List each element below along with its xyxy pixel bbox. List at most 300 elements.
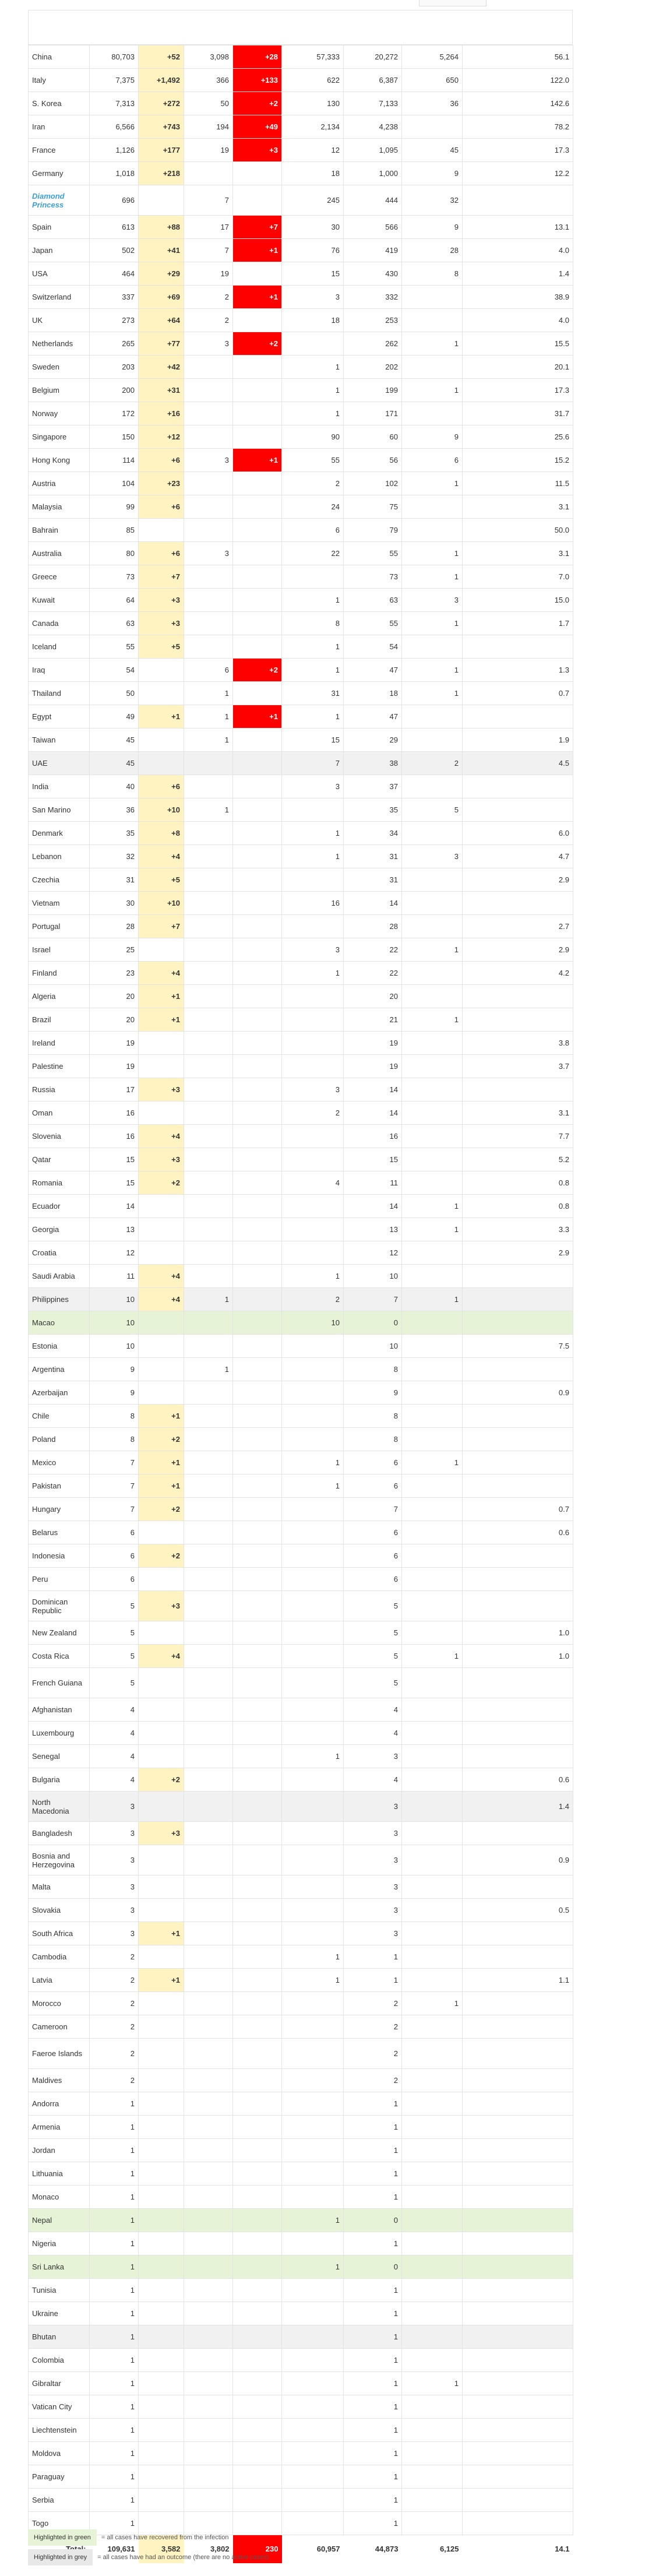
new-deaths-cell	[233, 775, 282, 798]
total-cases-cell: 203	[90, 356, 139, 379]
table-row	[29, 1668, 573, 1698]
serious-critical-cell	[402, 356, 463, 379]
total-deaths-cell	[184, 356, 233, 379]
active-cases-cell: 37	[344, 775, 402, 798]
serious-critical-cell	[402, 1822, 463, 1845]
active-cases-cell: 202	[344, 356, 402, 379]
country-name: Germany	[29, 162, 90, 185]
table-row	[29, 1195, 573, 1218]
table-row	[29, 472, 573, 495]
cases-per-million-cell	[463, 185, 573, 216]
active-cases-cell: 1	[344, 1969, 402, 1992]
total-cases-cell: 1	[90, 2395, 139, 2419]
total-recovered-cell: 10	[282, 1311, 344, 1335]
country-name: Faeroe Islands	[29, 2039, 90, 2069]
country-name: Azerbaijan	[29, 1381, 90, 1405]
country-name: San Marino	[29, 798, 90, 822]
table-row	[29, 2325, 573, 2349]
total-deaths-cell	[184, 2372, 233, 2395]
total-deaths-cell	[184, 1945, 233, 1969]
new-deaths-cell	[233, 1544, 282, 1568]
serious-critical-cell	[402, 1102, 463, 1125]
new-deaths-cell: +7	[233, 216, 282, 239]
total-deaths-cell	[184, 2162, 233, 2186]
new-deaths-cell	[233, 1381, 282, 1405]
new-deaths-cell	[233, 2372, 282, 2395]
total-deaths-cell	[184, 2395, 233, 2419]
cases-per-million-cell	[463, 1078, 573, 1102]
new-deaths-cell	[233, 892, 282, 915]
table-row	[29, 1265, 573, 1288]
serious-critical-cell: 1	[402, 938, 463, 962]
serious-critical-cell: 650	[402, 69, 463, 92]
new-deaths-cell	[233, 1621, 282, 1645]
total-cases-cell: 1	[90, 2349, 139, 2372]
new-deaths-cell	[233, 1311, 282, 1335]
active-cases-cell: 29	[344, 729, 402, 752]
active-cases-cell: 4	[344, 1698, 402, 1722]
total-cases-cell: 8	[90, 1405, 139, 1428]
country-name: New Zealand	[29, 1621, 90, 1645]
total-deaths-cell	[184, 1544, 233, 1568]
active-cases-cell: 5	[344, 1591, 402, 1621]
serious-critical-cell	[402, 1621, 463, 1645]
new-deaths-cell	[233, 379, 282, 402]
cases-per-million-cell	[463, 2442, 573, 2465]
active-cases-cell: 262	[344, 332, 402, 356]
cases-table	[28, 45, 573, 2563]
total-recovered-cell: 7	[282, 752, 344, 775]
new-deaths-cell	[233, 356, 282, 379]
total-recovered-cell	[282, 2442, 344, 2465]
total-cases-cell: 7,313	[90, 92, 139, 115]
new-cases-cell: +5	[139, 635, 184, 659]
new-deaths-cell	[233, 1845, 282, 1875]
cases-per-million-cell: 15.5	[463, 332, 573, 356]
cases-per-million-cell: 1.4	[463, 262, 573, 286]
total-deaths-cell: 1	[184, 798, 233, 822]
total-recovered-cell: 130	[282, 92, 344, 115]
country-name: Jordan	[29, 2139, 90, 2162]
country-name: Taiwan	[29, 729, 90, 752]
country-name: Czechia	[29, 868, 90, 892]
new-cases-cell: +52	[139, 45, 184, 69]
total-recovered-cell	[282, 2419, 344, 2442]
cases-per-million-cell: 0.7	[463, 1498, 573, 1521]
cases-per-million-cell: 6.0	[463, 822, 573, 845]
new-deaths-cell	[233, 1992, 282, 2015]
total-deaths-cell	[184, 425, 233, 449]
total-cases-cell: 10	[90, 1335, 139, 1358]
new-deaths-cell	[233, 1498, 282, 1521]
table-row	[29, 92, 573, 115]
cases-per-million-cell	[463, 2232, 573, 2255]
total-cases-cell: 80	[90, 542, 139, 565]
new-cases-cell	[139, 1992, 184, 2015]
cases-per-million-cell: 0.9	[463, 1845, 573, 1875]
table-row	[29, 425, 573, 449]
new-deaths-cell	[233, 1335, 282, 1358]
serious-critical-cell	[402, 1498, 463, 1521]
active-cases-cell: 419	[344, 239, 402, 262]
table-row	[29, 519, 573, 542]
new-deaths-cell	[233, 2419, 282, 2442]
new-deaths-cell	[233, 2139, 282, 2162]
total-cases-cell: 1	[90, 2209, 139, 2232]
new-deaths-cell	[233, 1521, 282, 1544]
new-deaths-cell	[233, 589, 282, 612]
country-name: Liechtenstein	[29, 2419, 90, 2442]
serious-critical-cell: 5,264	[402, 45, 463, 69]
total-recovered-cell	[282, 1568, 344, 1591]
new-cases-cell: +2	[139, 1768, 184, 1792]
cases-per-million-cell: 78.2	[463, 115, 573, 139]
active-cases-cell: 5	[344, 1645, 402, 1668]
cases-per-million-cell	[463, 2015, 573, 2039]
total-recovered-cell: 57,333	[282, 45, 344, 69]
serious-critical-cell	[402, 775, 463, 798]
country-name: Afghanistan	[29, 1698, 90, 1722]
total-recovered-cell	[282, 1698, 344, 1722]
total-deaths-cell	[184, 2116, 233, 2139]
total-deaths-cell	[184, 1055, 233, 1078]
cases-per-million-cell	[463, 1822, 573, 1845]
country-name: Spain	[29, 216, 90, 239]
total-deaths: 3,802	[184, 2535, 233, 2563]
country-name: Austria	[29, 472, 90, 495]
active-cases-cell: 4,238	[344, 115, 402, 139]
cases-per-million-cell: 2.9	[463, 938, 573, 962]
table-row	[29, 1645, 573, 1668]
total-recovered-cell: 12	[282, 139, 344, 162]
new-deaths-cell	[233, 1218, 282, 1241]
table-row	[29, 705, 573, 729]
total-cases-cell: 200	[90, 379, 139, 402]
table-row	[29, 1875, 573, 1899]
total-deaths-cell	[184, 1171, 233, 1195]
active-cases-cell: 73	[344, 565, 402, 589]
country-name: Monaco	[29, 2186, 90, 2209]
serious-critical-cell	[402, 1358, 463, 1381]
table-row	[29, 1311, 573, 1335]
total-cases-cell: 273	[90, 309, 139, 332]
active-cases-cell: 5	[344, 1668, 402, 1698]
total-deaths-cell	[184, 2186, 233, 2209]
cases-per-million-cell: 4.0	[463, 309, 573, 332]
total-recovered-cell	[282, 565, 344, 589]
serious-critical-cell: 1	[402, 1645, 463, 1668]
legend-grey-swatch: Highlighted in grey	[28, 2549, 93, 2566]
cases-per-million-cell	[463, 2489, 573, 2512]
serious-critical-cell	[402, 2015, 463, 2039]
total-cases-cell: 2	[90, 1945, 139, 1969]
total-cases-cell: 12	[90, 1241, 139, 1265]
total-deaths-cell	[184, 495, 233, 519]
total-cases-cell: 8	[90, 1428, 139, 1451]
cases-per-million-cell	[463, 775, 573, 798]
total-deaths-cell: 19	[184, 262, 233, 286]
new-deaths-cell	[233, 162, 282, 185]
country-name: Ukraine	[29, 2302, 90, 2325]
active-cases-cell: 79	[344, 519, 402, 542]
active-cases-cell: 4	[344, 1768, 402, 1792]
active-cases-cell: 253	[344, 309, 402, 332]
total-cases-cell: 3	[90, 1875, 139, 1899]
total-recovered-cell: 1	[282, 379, 344, 402]
total-cases-cell: 3	[90, 1922, 139, 1945]
total-cases-cell: 6	[90, 1544, 139, 1568]
total-recovered-cell: 1	[282, 1265, 344, 1288]
total-deaths-cell	[184, 1992, 233, 2015]
country-name: Latvia	[29, 1969, 90, 1992]
new-deaths-cell	[233, 1969, 282, 1992]
new-deaths-cell	[233, 2015, 282, 2039]
new-cases-cell: +6	[139, 542, 184, 565]
total-active: 44,873	[344, 2535, 402, 2563]
new-deaths-cell	[233, 2489, 282, 2512]
total-recovered-cell	[282, 868, 344, 892]
new-cases-cell	[139, 1055, 184, 1078]
table-row	[29, 2302, 573, 2325]
total-cases-cell: 45	[90, 729, 139, 752]
total-recovered-cell	[282, 1008, 344, 1032]
serious-critical-cell	[402, 2325, 463, 2349]
cases-per-million-cell: 15.2	[463, 449, 573, 472]
country-name: Qatar	[29, 1148, 90, 1171]
total-recovered-cell	[282, 2489, 344, 2512]
table-row	[29, 1768, 573, 1792]
active-cases-cell: 2	[344, 2015, 402, 2039]
country-name: Nepal	[29, 2209, 90, 2232]
new-deaths-cell	[233, 1722, 282, 1745]
new-cases-cell	[139, 2209, 184, 2232]
table-row	[29, 1474, 573, 1498]
table-row	[29, 356, 573, 379]
active-cases-cell: 171	[344, 402, 402, 425]
serious-critical-cell	[402, 2092, 463, 2116]
serious-critical-cell	[402, 729, 463, 752]
total-cases-cell: 16	[90, 1102, 139, 1125]
new-deaths-cell: +1	[233, 705, 282, 729]
new-deaths-cell	[233, 1078, 282, 1102]
total-cases-cell: 20	[90, 985, 139, 1008]
cases-per-million-cell	[463, 1945, 573, 1969]
total-deaths-cell	[184, 1668, 233, 1698]
active-cases-cell: 430	[344, 262, 402, 286]
serious-critical-cell	[402, 1474, 463, 1498]
active-cases-cell: 102	[344, 472, 402, 495]
total-recovered-cell	[282, 1668, 344, 1698]
new-cases-cell	[139, 1521, 184, 1544]
new-deaths-cell	[233, 262, 282, 286]
serious-critical-cell	[402, 402, 463, 425]
new-cases-cell: +42	[139, 356, 184, 379]
table-row	[29, 2116, 573, 2139]
new-deaths-cell	[233, 1171, 282, 1195]
new-cases-cell	[139, 1195, 184, 1218]
country-name: Sri Lanka	[29, 2255, 90, 2279]
country-name: Norway	[29, 402, 90, 425]
new-cases-cell	[139, 2325, 184, 2349]
serious-critical-cell	[402, 309, 463, 332]
total-deaths-cell	[184, 1922, 233, 1945]
active-cases-cell: 47	[344, 659, 402, 682]
active-cases-cell: 35	[344, 798, 402, 822]
new-deaths-cell: +2	[233, 659, 282, 682]
active-cases-cell: 2	[344, 1992, 402, 2015]
country-name: Vatican City	[29, 2395, 90, 2419]
total-deaths-cell	[184, 1498, 233, 1521]
total-deaths-cell	[184, 1265, 233, 1288]
table-row	[29, 2092, 573, 2116]
total-deaths-cell	[184, 915, 233, 938]
total-deaths-cell	[184, 1845, 233, 1875]
new-deaths-cell	[233, 542, 282, 565]
total-deaths-cell	[184, 2279, 233, 2302]
total-cases-cell: 1	[90, 2186, 139, 2209]
total-recovered-cell	[282, 2302, 344, 2325]
table-row	[29, 962, 573, 985]
country-name: Morocco	[29, 1992, 90, 2015]
active-cases-cell: 1,000	[344, 162, 402, 185]
table-row	[29, 185, 573, 216]
country-name: Iraq	[29, 659, 90, 682]
total-new-cases: 3,582	[139, 2535, 184, 2563]
new-deaths-cell	[233, 1358, 282, 1381]
table-row	[29, 635, 573, 659]
new-deaths-cell: +2	[233, 332, 282, 356]
total-recovered-cell	[282, 1621, 344, 1645]
total-cases-cell: 7	[90, 1474, 139, 1498]
active-cases-cell: 22	[344, 962, 402, 985]
cases-per-million-cell: 15.0	[463, 589, 573, 612]
country-name: Belgium	[29, 379, 90, 402]
new-deaths-cell	[233, 1008, 282, 1032]
country-name: Singapore	[29, 425, 90, 449]
total-deaths-cell	[184, 822, 233, 845]
total-deaths-cell	[184, 1218, 233, 1241]
table-row	[29, 1381, 573, 1405]
active-cases-cell: 56	[344, 449, 402, 472]
active-cases-cell: 1	[344, 2092, 402, 2116]
active-cases-cell: 1	[344, 2372, 402, 2395]
total-deaths-cell	[184, 1899, 233, 1922]
total-cases-cell: 9	[90, 1381, 139, 1405]
new-deaths-cell: +28	[233, 45, 282, 69]
total-deaths-cell	[184, 472, 233, 495]
total-cases-cell: 1	[90, 2465, 139, 2489]
serious-critical-cell: 32	[402, 185, 463, 216]
serious-critical-cell	[402, 1148, 463, 1171]
new-cases-cell: +4	[139, 845, 184, 868]
table-row	[29, 2139, 573, 2162]
new-deaths-cell	[233, 1945, 282, 1969]
serious-critical-cell	[402, 495, 463, 519]
active-cases-cell: 16	[344, 1125, 402, 1148]
total-deaths-cell: 3,098	[184, 45, 233, 69]
serious-critical-cell: 1	[402, 1195, 463, 1218]
total-deaths-cell	[184, 1381, 233, 1405]
table-row	[29, 845, 573, 868]
country-name: Serbia	[29, 2489, 90, 2512]
table-row	[29, 1945, 573, 1969]
table-row	[29, 1521, 573, 1544]
total-recovered-cell	[282, 1148, 344, 1171]
cases-per-million-cell	[463, 1405, 573, 1428]
serious-critical-cell	[402, 2209, 463, 2232]
total-deaths-cell	[184, 2232, 233, 2255]
serious-critical-cell: 1	[402, 682, 463, 705]
total-cases-cell: 1	[90, 2279, 139, 2302]
new-deaths-cell	[233, 1241, 282, 1265]
total-deaths-cell: 1	[184, 682, 233, 705]
total-deaths-cell	[184, 1969, 233, 1992]
country-name: Switzerland	[29, 286, 90, 309]
total-cases-cell: 265	[90, 332, 139, 356]
serious-critical-cell	[402, 2186, 463, 2209]
new-cases-cell	[139, 1845, 184, 1875]
total-deaths-cell	[184, 1822, 233, 1845]
total-cases-cell: 1	[90, 2232, 139, 2255]
total-recovered-cell	[282, 1241, 344, 1265]
serious-critical-cell	[402, 2116, 463, 2139]
new-deaths-cell	[233, 2325, 282, 2349]
serious-critical-cell: 1	[402, 332, 463, 356]
total-recovered-cell: 3	[282, 775, 344, 798]
total-cases-cell: 64	[90, 589, 139, 612]
total-cases-cell: 3	[90, 1845, 139, 1875]
total-deaths-cell	[184, 845, 233, 868]
total-recovered-cell	[282, 1544, 344, 1568]
new-deaths-cell	[233, 635, 282, 659]
new-deaths-cell: +1	[233, 286, 282, 309]
total-recovered-cell: 22	[282, 542, 344, 565]
table-row	[29, 798, 573, 822]
total-new-deaths: 230	[233, 2535, 282, 2563]
new-cases-cell: +23	[139, 472, 184, 495]
country-name: Croatia	[29, 1241, 90, 1265]
total-recovered-cell: 2,134	[282, 115, 344, 139]
serious-critical-cell	[402, 1668, 463, 1698]
cases-per-million-cell: 3.1	[463, 495, 573, 519]
total-recovered-cell: 90	[282, 425, 344, 449]
cases-per-million-cell	[463, 2512, 573, 2535]
total-recovered-cell: 3	[282, 938, 344, 962]
new-cases-cell	[139, 2372, 184, 2395]
active-cases-cell: 5	[344, 1621, 402, 1645]
new-deaths-cell	[233, 1745, 282, 1768]
new-cases-cell: +6	[139, 449, 184, 472]
total-recovered-cell: 15	[282, 262, 344, 286]
cases-per-million-cell	[463, 798, 573, 822]
total-deaths-cell	[184, 1792, 233, 1822]
cases-per-million-cell	[463, 1591, 573, 1621]
total-deaths-cell	[184, 162, 233, 185]
active-cases-cell: 21	[344, 1008, 402, 1032]
country-name: China	[29, 45, 90, 69]
total-deaths-cell	[184, 1125, 233, 1148]
cases-per-million-cell: 0.8	[463, 1195, 573, 1218]
cases-per-million-cell: 2.9	[463, 1241, 573, 1265]
table-row	[29, 1032, 573, 1055]
new-cases-cell: +16	[139, 402, 184, 425]
new-cases-cell: +88	[139, 216, 184, 239]
total-deaths-cell	[184, 2069, 233, 2092]
new-cases-cell: +177	[139, 139, 184, 162]
country-name: Hungary	[29, 1498, 90, 1521]
table-row	[29, 69, 573, 92]
total-recovered-cell: 3	[282, 1078, 344, 1102]
